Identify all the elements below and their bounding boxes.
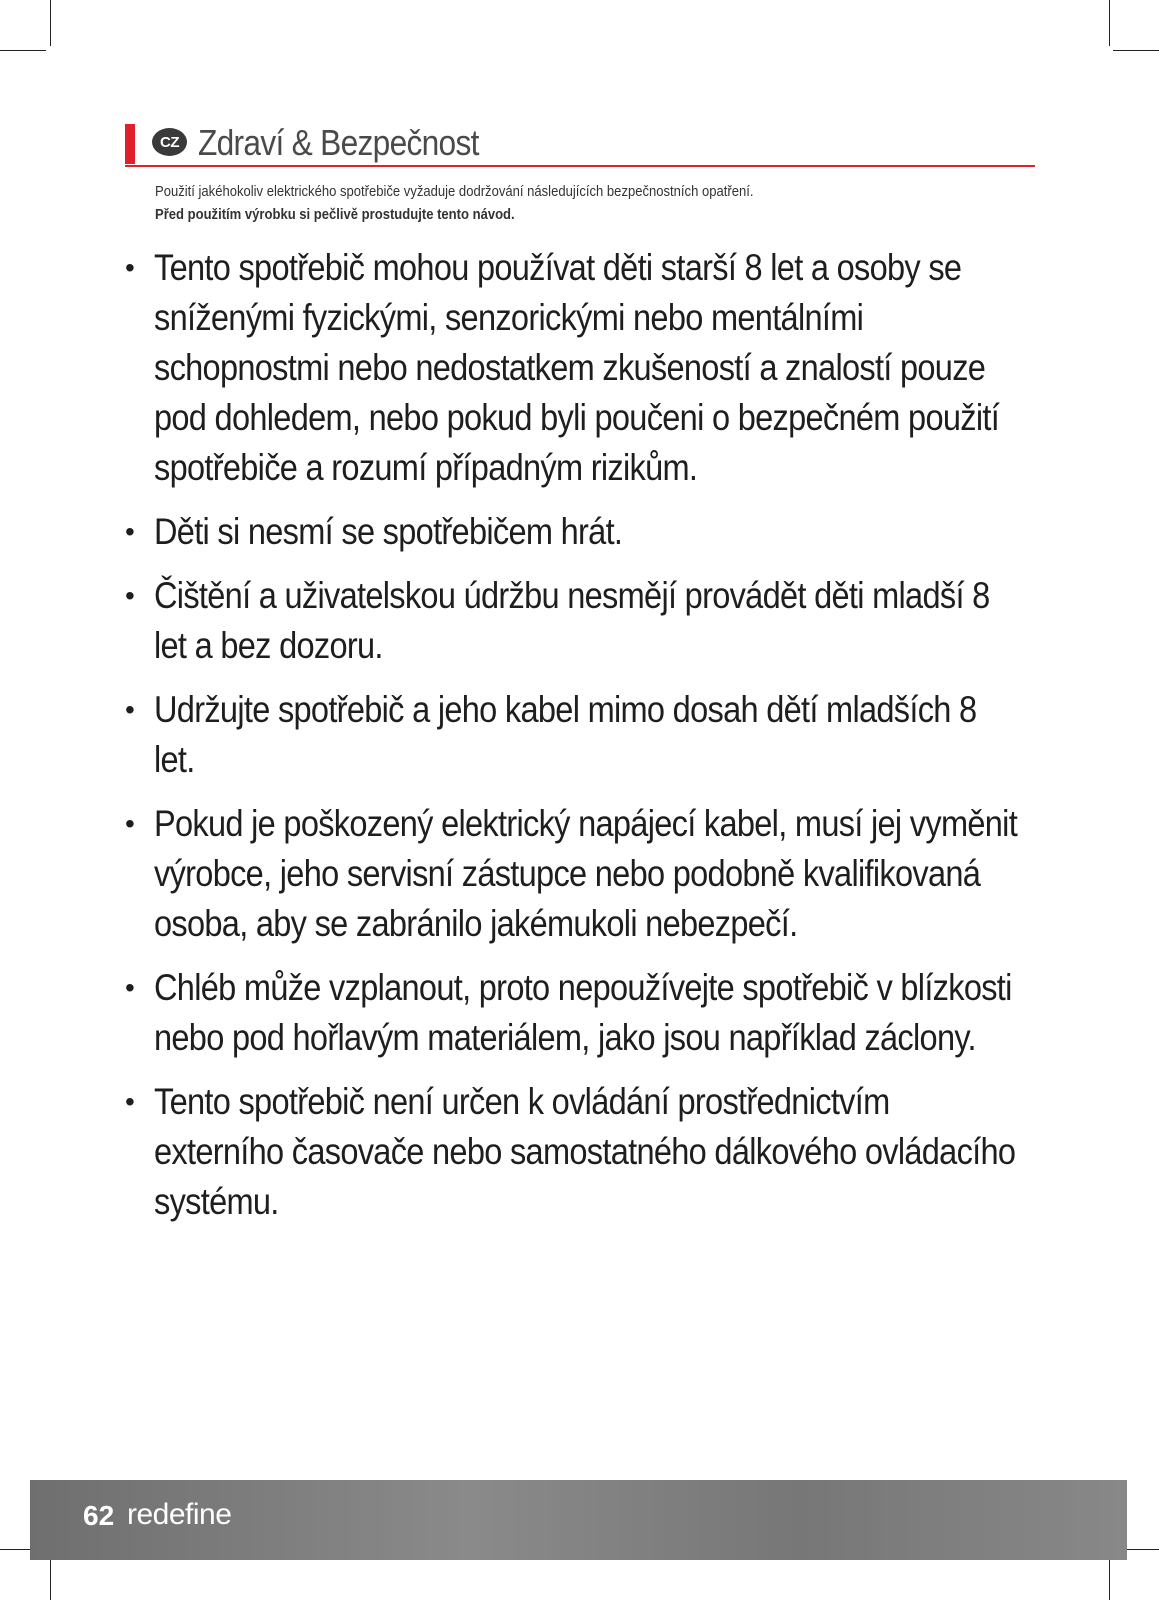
crop-mark [1109, 0, 1110, 46]
crop-mark [1109, 1554, 1110, 1600]
list-item [125, 507, 1135, 557]
intro-line: Použití jakéhokoliv elektrického spotřebiče vyžaduje dodržování následujících bezpečnostních opatření. [155, 184, 754, 200]
bullet-icon: • [125, 252, 135, 283]
bullet-icon: • [125, 972, 135, 1003]
accent-bar [125, 124, 135, 164]
footer-band [30, 1480, 1127, 1560]
intro-text [155, 181, 820, 227]
list-item-text: Udržujte spotřebič a jeho kabel mimo dosah dětí mladších 8 let. [154, 689, 977, 780]
page-number: 62 [83, 1500, 115, 1531]
list-item [125, 243, 1135, 493]
bullet-icon: • [125, 1086, 135, 1117]
bullet-icon: • [125, 580, 135, 611]
crop-mark [1113, 50, 1159, 51]
list-item-text: Pokud je poškozený elektrický napájecí kabel, musí jej vyměnit výrobce, jeho servisní zástupce nebo podobně kvalifikovaná osoba, aby se zabránilo jakémukoli nebezpečí. [154, 803, 1018, 944]
language-badge: CZ [152, 128, 187, 156]
crop-mark [50, 0, 51, 46]
brand-logo: redefine [127, 1498, 232, 1531]
safety-list [125, 243, 1135, 1241]
header-rule [125, 165, 1035, 167]
page-title: Zdraví & Bezpečnost [198, 122, 479, 163]
bullet-icon: • [125, 808, 135, 839]
list-item-text: Chléb může vzplanout, proto nepoužívejte spotřebič v blízkosti nebo pod hořlavým materiálem, jako jsou například záclony. [154, 967, 1012, 1058]
list-item [125, 963, 1135, 1063]
list-item-text: Tento spotřebič mohou používat děti starší 8 let a osoby se sníženými fyzickými, senzorickými nebo mentálními schopnostmi nebo nedostatkem zkušeností a znalostí pouze pod dohledem, nebo pokud byli poučeni o bezpečném použití spotřebiče a rozumí případným rizikům. [154, 247, 1000, 488]
section-header [125, 122, 1035, 167]
list-item-text: Tento spotřebič není určen k ovládání prostřednictvím externího časovače nebo samostatného dálkového ovládacího systému. [154, 1081, 1016, 1222]
bullet-icon: • [125, 694, 135, 725]
crop-mark [0, 50, 46, 51]
crop-mark [50, 1554, 51, 1600]
list-item-text: Čištění a uživatelskou údržbu nesmějí provádět děti mladší 8 let a bez dozoru. [154, 575, 990, 666]
bullet-icon: • [125, 516, 135, 547]
list-item [125, 571, 1135, 671]
list-item [125, 1077, 1135, 1227]
list-item-text: Děti si nesmí se spotřebičem hrát. [154, 511, 623, 552]
list-item [125, 685, 1135, 785]
intro-instruction: Před použitím výrobku si pečlivě prostudujte tento návod. [155, 207, 515, 223]
list-item [125, 799, 1135, 949]
